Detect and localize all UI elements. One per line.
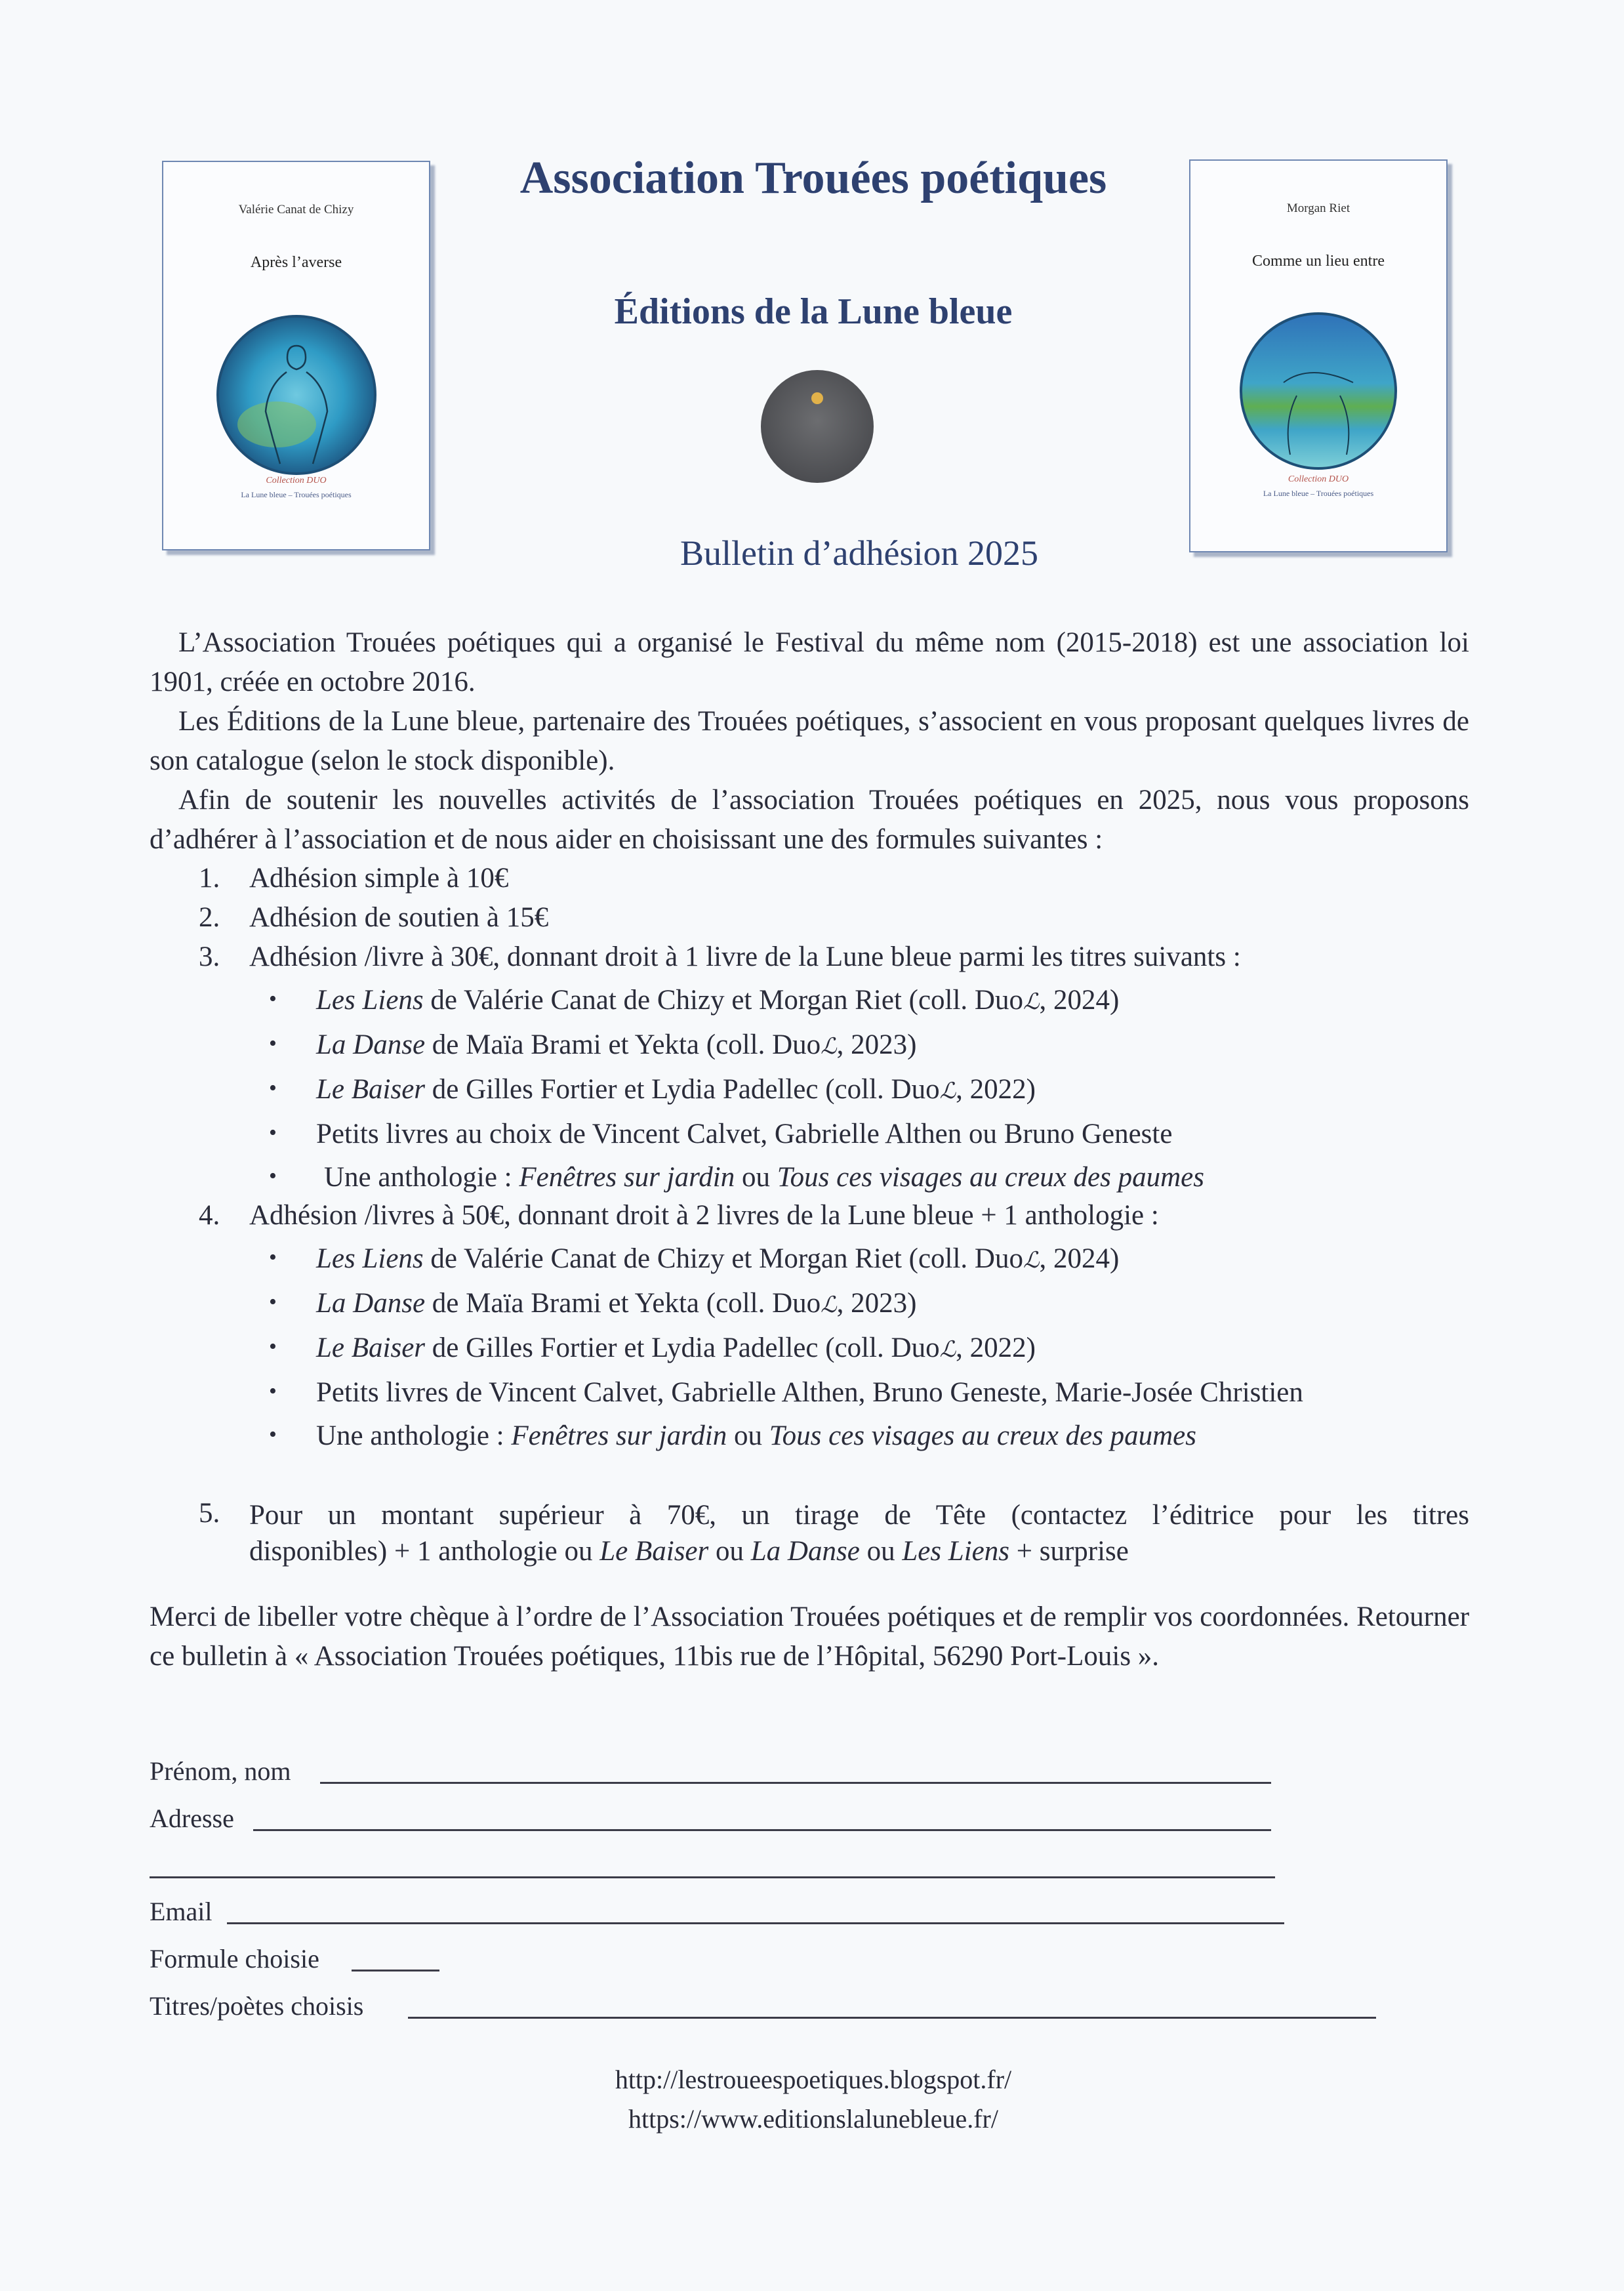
bullet: • [269, 1164, 277, 1188]
blog-link[interactable]: http://lestroueespoetiques.blogspot.fr/ [615, 2065, 1012, 2094]
book-title: Le Baiser [316, 1074, 426, 1105]
bullet: • [269, 1121, 277, 1145]
cover-illustration [1238, 310, 1399, 472]
duo-logo: ℒ [1023, 989, 1040, 1015]
intro-paragraph-2: Les Éditions de la Lune bleue, partenaire des Trouées poétiques, s’associent en vous proposant quelques livres de son catalogue (selon le stock disponible). [150, 706, 1469, 776]
formula-4: Adhésion /livres à 50€, donnant droit à 2 livres de la Lune bleue + 1 anthologie : [249, 1200, 1159, 1231]
formula-5-line-1: Pour un montant supérieur à 70€, un tirage de Tête (contactez l’éditrice pour les titres [249, 1500, 1469, 1531]
duo-logo: ℒ [821, 1292, 837, 1318]
bullet: • [269, 1076, 277, 1100]
book-cover-comme-un-lieu-entre [1189, 159, 1448, 552]
book-credits: de Gilles Fortier et Lydia Padellec (coll. Duo [425, 1332, 940, 1363]
bullet: • [269, 1290, 277, 1314]
book-credits: de Maïa Brami et Yekta (coll. Duo [425, 1288, 821, 1319]
book-title: Après l’averse [250, 254, 342, 271]
book-credits: de Valérie Canat de Chizy et Morgan Riet (coll. Duo [423, 1243, 1023, 1274]
intro-paragraph-1: L’Association Trouées poétiques qui a organisé le Festival du même nom (2015-2018) est une association loi 1901, créée en octobre 2016. [150, 627, 1469, 697]
book-publisher: La Lune bleue – Trouées poétiques [241, 490, 352, 499]
book-collection: Collection DUO [1288, 474, 1349, 484]
bullet: • [269, 1379, 277, 1403]
book-title: Les Liens [316, 1243, 424, 1274]
book-title: Le Baiser [599, 1536, 709, 1567]
closing-paragraph: Merci de libeller votre chèque à l’ordre de l’Association Trouées poétiques et de remplir vos coordonnées. Retourner ce bulletin à « Association Trouées poétiques, 11bis rue de l’Hôpital, 56290 Port-Louis ». [150, 1601, 1470, 1672]
address-field-line-2[interactable] [150, 1876, 1275, 1878]
list-item [324, 1161, 1204, 1193]
anthology-title: Tous ces visages au creux des paumes [769, 1420, 1196, 1451]
name-label: Prénom, nom [150, 1756, 291, 1786]
moon-logo [760, 369, 875, 484]
or-word: ou [727, 1420, 769, 1451]
anthology-title: Fenêtres sur jardin [511, 1420, 727, 1451]
list-item [316, 1243, 1119, 1275]
formula-5-line-2 [249, 1535, 1129, 1567]
list-item: Petits livres de Vincent Calvet, Gabrielle Althen, Bruno Geneste, Marie-Josée Christien [316, 1377, 1303, 1408]
bullet: • [269, 1334, 277, 1359]
formula-field[interactable] [352, 1970, 439, 1971]
duo-logo: ℒ [1023, 1247, 1040, 1273]
anthology-title: Tous ces visages au creux des paumes [777, 1162, 1204, 1193]
book-title: La Danse [750, 1536, 860, 1567]
name-field[interactable] [320, 1782, 1271, 1784]
editions-link[interactable]: https://www.editionslalunebleue.fr/ [628, 2104, 998, 2134]
list-item [316, 1332, 1036, 1364]
book-year: , 2023) [836, 1029, 917, 1060]
list-item: Petits livres au choix de Vincent Calvet, Gabrielle Althen ou Bruno Geneste [316, 1119, 1173, 1149]
formula-number: 3. [199, 941, 220, 972]
titles-label: Titres/poètes choisis [150, 1991, 364, 2021]
duo-logo: ℒ [939, 1078, 956, 1104]
book-credits: de Maïa Brami et Yekta (coll. Duo [425, 1029, 821, 1060]
anthology-label: Une anthologie : [316, 1420, 512, 1451]
email-label: Email [150, 1897, 213, 1926]
book-year: , 2022) [956, 1074, 1036, 1105]
list-item [316, 984, 1119, 1016]
email-field[interactable] [227, 1922, 1284, 1924]
list-item [316, 1287, 916, 1319]
titles-field[interactable] [408, 2017, 1376, 2019]
formula-number: 4. [199, 1200, 220, 1231]
book-year: , 2024) [1039, 1243, 1120, 1274]
or-word: ou [708, 1536, 751, 1567]
duo-logo: ℒ [821, 1033, 837, 1060]
formula-2: Adhésion de soutien à 15€ [249, 902, 549, 933]
cover-illustration [214, 313, 378, 477]
intro-paragraph-3: Afin de soutenir les nouvelles activités de l’association Trouées poétiques en 2025, nous vous proposons d’adhérer à l’association et de nous aider en choisissant une des formules suivantes : [150, 785, 1469, 855]
or-word: ou [735, 1162, 777, 1193]
or-word: ou [859, 1536, 903, 1567]
list-item [316, 1073, 1036, 1105]
bullet: • [269, 987, 277, 1011]
formula-number: 2. [199, 902, 220, 933]
page-title: Association Trouées poétiques [519, 153, 1107, 203]
book-collection: Collection DUO [266, 476, 327, 485]
book-publisher: La Lune bleue – Trouées poétiques [1263, 489, 1374, 498]
formula-number: 5. [199, 1498, 220, 1529]
book-title: Comme un lieu entre [1252, 253, 1385, 270]
book-credits: de Valérie Canat de Chizy et Morgan Riet (coll. Duo [423, 985, 1023, 1016]
book-title: Les Liens [316, 985, 424, 1016]
book-title: Les Liens [902, 1536, 1009, 1567]
book-cover-apres-laverse [162, 161, 430, 550]
formula-number: 1. [199, 863, 220, 894]
page-subtitle: Éditions de la Lune bleue [614, 291, 1013, 332]
duo-logo: ℒ [939, 1336, 956, 1363]
book-author: Morgan Riet [1286, 201, 1350, 215]
address-field[interactable] [253, 1829, 1271, 1831]
book-year: , 2023) [836, 1288, 917, 1319]
formula-1: Adhésion simple à 10€ [249, 863, 509, 894]
book-year: , 2022) [956, 1332, 1036, 1363]
book-year: , 2024) [1039, 985, 1120, 1016]
book-author: Valérie Canat de Chizy [238, 203, 354, 217]
formula-5-text: disponibles) + 1 anthologie ou [249, 1536, 600, 1567]
book-credits: de Gilles Fortier et Lydia Padellec (coll. Duo [425, 1074, 940, 1105]
book-title: Le Baiser [316, 1332, 426, 1363]
anthology-title: Fenêtres sur jardin [519, 1162, 735, 1193]
address-label: Adresse [150, 1804, 234, 1833]
list-item [316, 1029, 916, 1061]
footer-links [459, 2060, 1167, 2139]
bullet: • [269, 1422, 277, 1447]
list-item [316, 1420, 1196, 1452]
formula-3: Adhésion /livre à 30€, donnant droit à 1 livre de la Lune bleue parmi les titres suivants : [249, 941, 1241, 972]
bullet: • [269, 1031, 277, 1056]
formula-5-text: + surprise [1009, 1536, 1129, 1567]
bulletin-heading: Bulletin d’adhésion 2025 [680, 533, 1038, 573]
anthology-label: Une anthologie : [324, 1162, 519, 1193]
formula-label: Formule choisie [150, 1944, 319, 1973]
book-title: La Danse [316, 1029, 426, 1060]
bullet: • [269, 1245, 277, 1269]
book-title: La Danse [316, 1288, 426, 1319]
